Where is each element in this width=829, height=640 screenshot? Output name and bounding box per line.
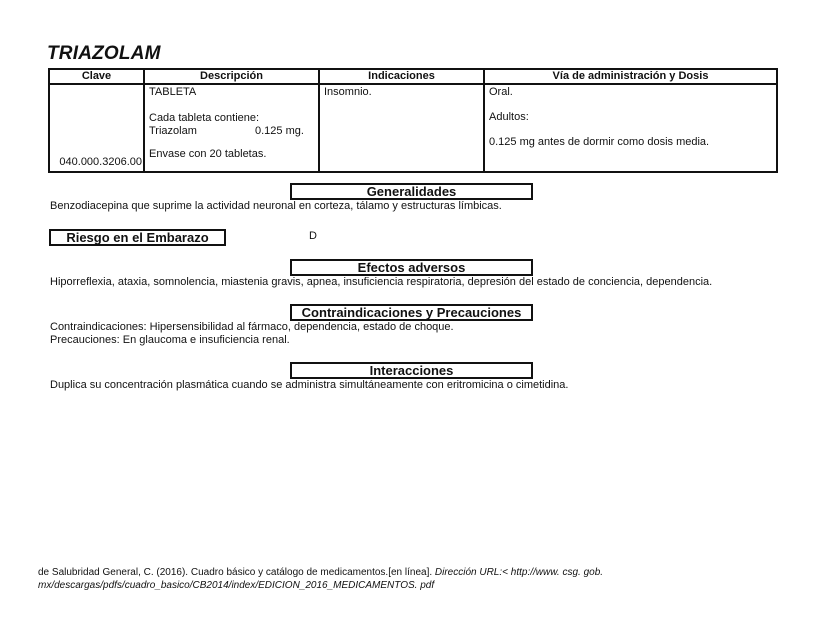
route-via: Oral. xyxy=(489,86,513,98)
interacciones-text: Duplica su concentración plasmática cuando se administra simultáneamente con eritromicina o cimetidina. xyxy=(50,379,569,391)
drug-info-table xyxy=(48,68,778,173)
efectos-text: Hiporreflexia, ataxia, somnolencia, miastenia gravis, apnea, insuficiencia respiratoria, depresión del estado de conciencia, dependencia. xyxy=(50,276,713,288)
contraindicaciones-line: Contraindicaciones: Hipersensibilidad al fármaco, dependencia, estado de choque. xyxy=(50,321,454,333)
citation-text: de Salubridad General, C. (2016). Cuadro básico y catálogo de medicamentos.[en línea]. xyxy=(38,567,435,578)
table-row xyxy=(49,84,777,172)
cell-clave: 040.000.3206.00 xyxy=(49,84,144,172)
desc-amount: 0.125 mg. xyxy=(255,125,304,137)
embarazo-value: D xyxy=(309,230,317,242)
drug-title: TRIAZOLAM xyxy=(47,43,161,64)
header-indicaciones: Indicaciones xyxy=(319,69,484,84)
efectos-heading: Efectos adversos xyxy=(290,259,533,276)
header-descripcion: Descripción xyxy=(144,69,319,84)
desc-form: TABLETA xyxy=(149,86,197,98)
desc-package: Envase con 20 tabletas. xyxy=(149,148,267,160)
table-header-row xyxy=(49,69,777,84)
cell-descripcion xyxy=(144,84,319,172)
route-group: Adultos: xyxy=(489,111,529,123)
citation-url: Dirección URL:< http://www. csg. gob. mx/descargas/pdfs/cuadro_basico/CB2014/index/EDICION_2016_MEDICAMENTOS. pdf xyxy=(38,567,604,591)
desc-ingredient: Triazolam xyxy=(149,125,197,137)
cell-indicaciones: Insomnio. xyxy=(319,84,484,172)
citation-footer xyxy=(38,566,678,592)
generalidades-text: Benzodiacepina que suprime la actividad neuronal en corteza, tálamo y estructuras límbicas. xyxy=(50,200,502,212)
contraindicaciones-heading: Contraindicaciones y Precauciones xyxy=(290,304,533,321)
route-dose: 0.125 mg antes de dormir como dosis media. xyxy=(489,136,710,148)
cell-via-dosis xyxy=(484,84,777,172)
header-via-dosis: Vía de administración y Dosis xyxy=(484,69,777,84)
interacciones-heading: Interacciones xyxy=(290,362,533,379)
generalidades-heading: Generalidades xyxy=(290,183,533,200)
embarazo-heading: Riesgo en el Embarazo xyxy=(49,229,226,246)
precauciones-line: Precauciones: En glaucoma e insuficiencia renal. xyxy=(50,334,290,346)
header-clave: Clave xyxy=(49,69,144,84)
desc-ingredient-line xyxy=(149,125,316,138)
desc-contains: Cada tableta contiene: xyxy=(149,112,260,124)
